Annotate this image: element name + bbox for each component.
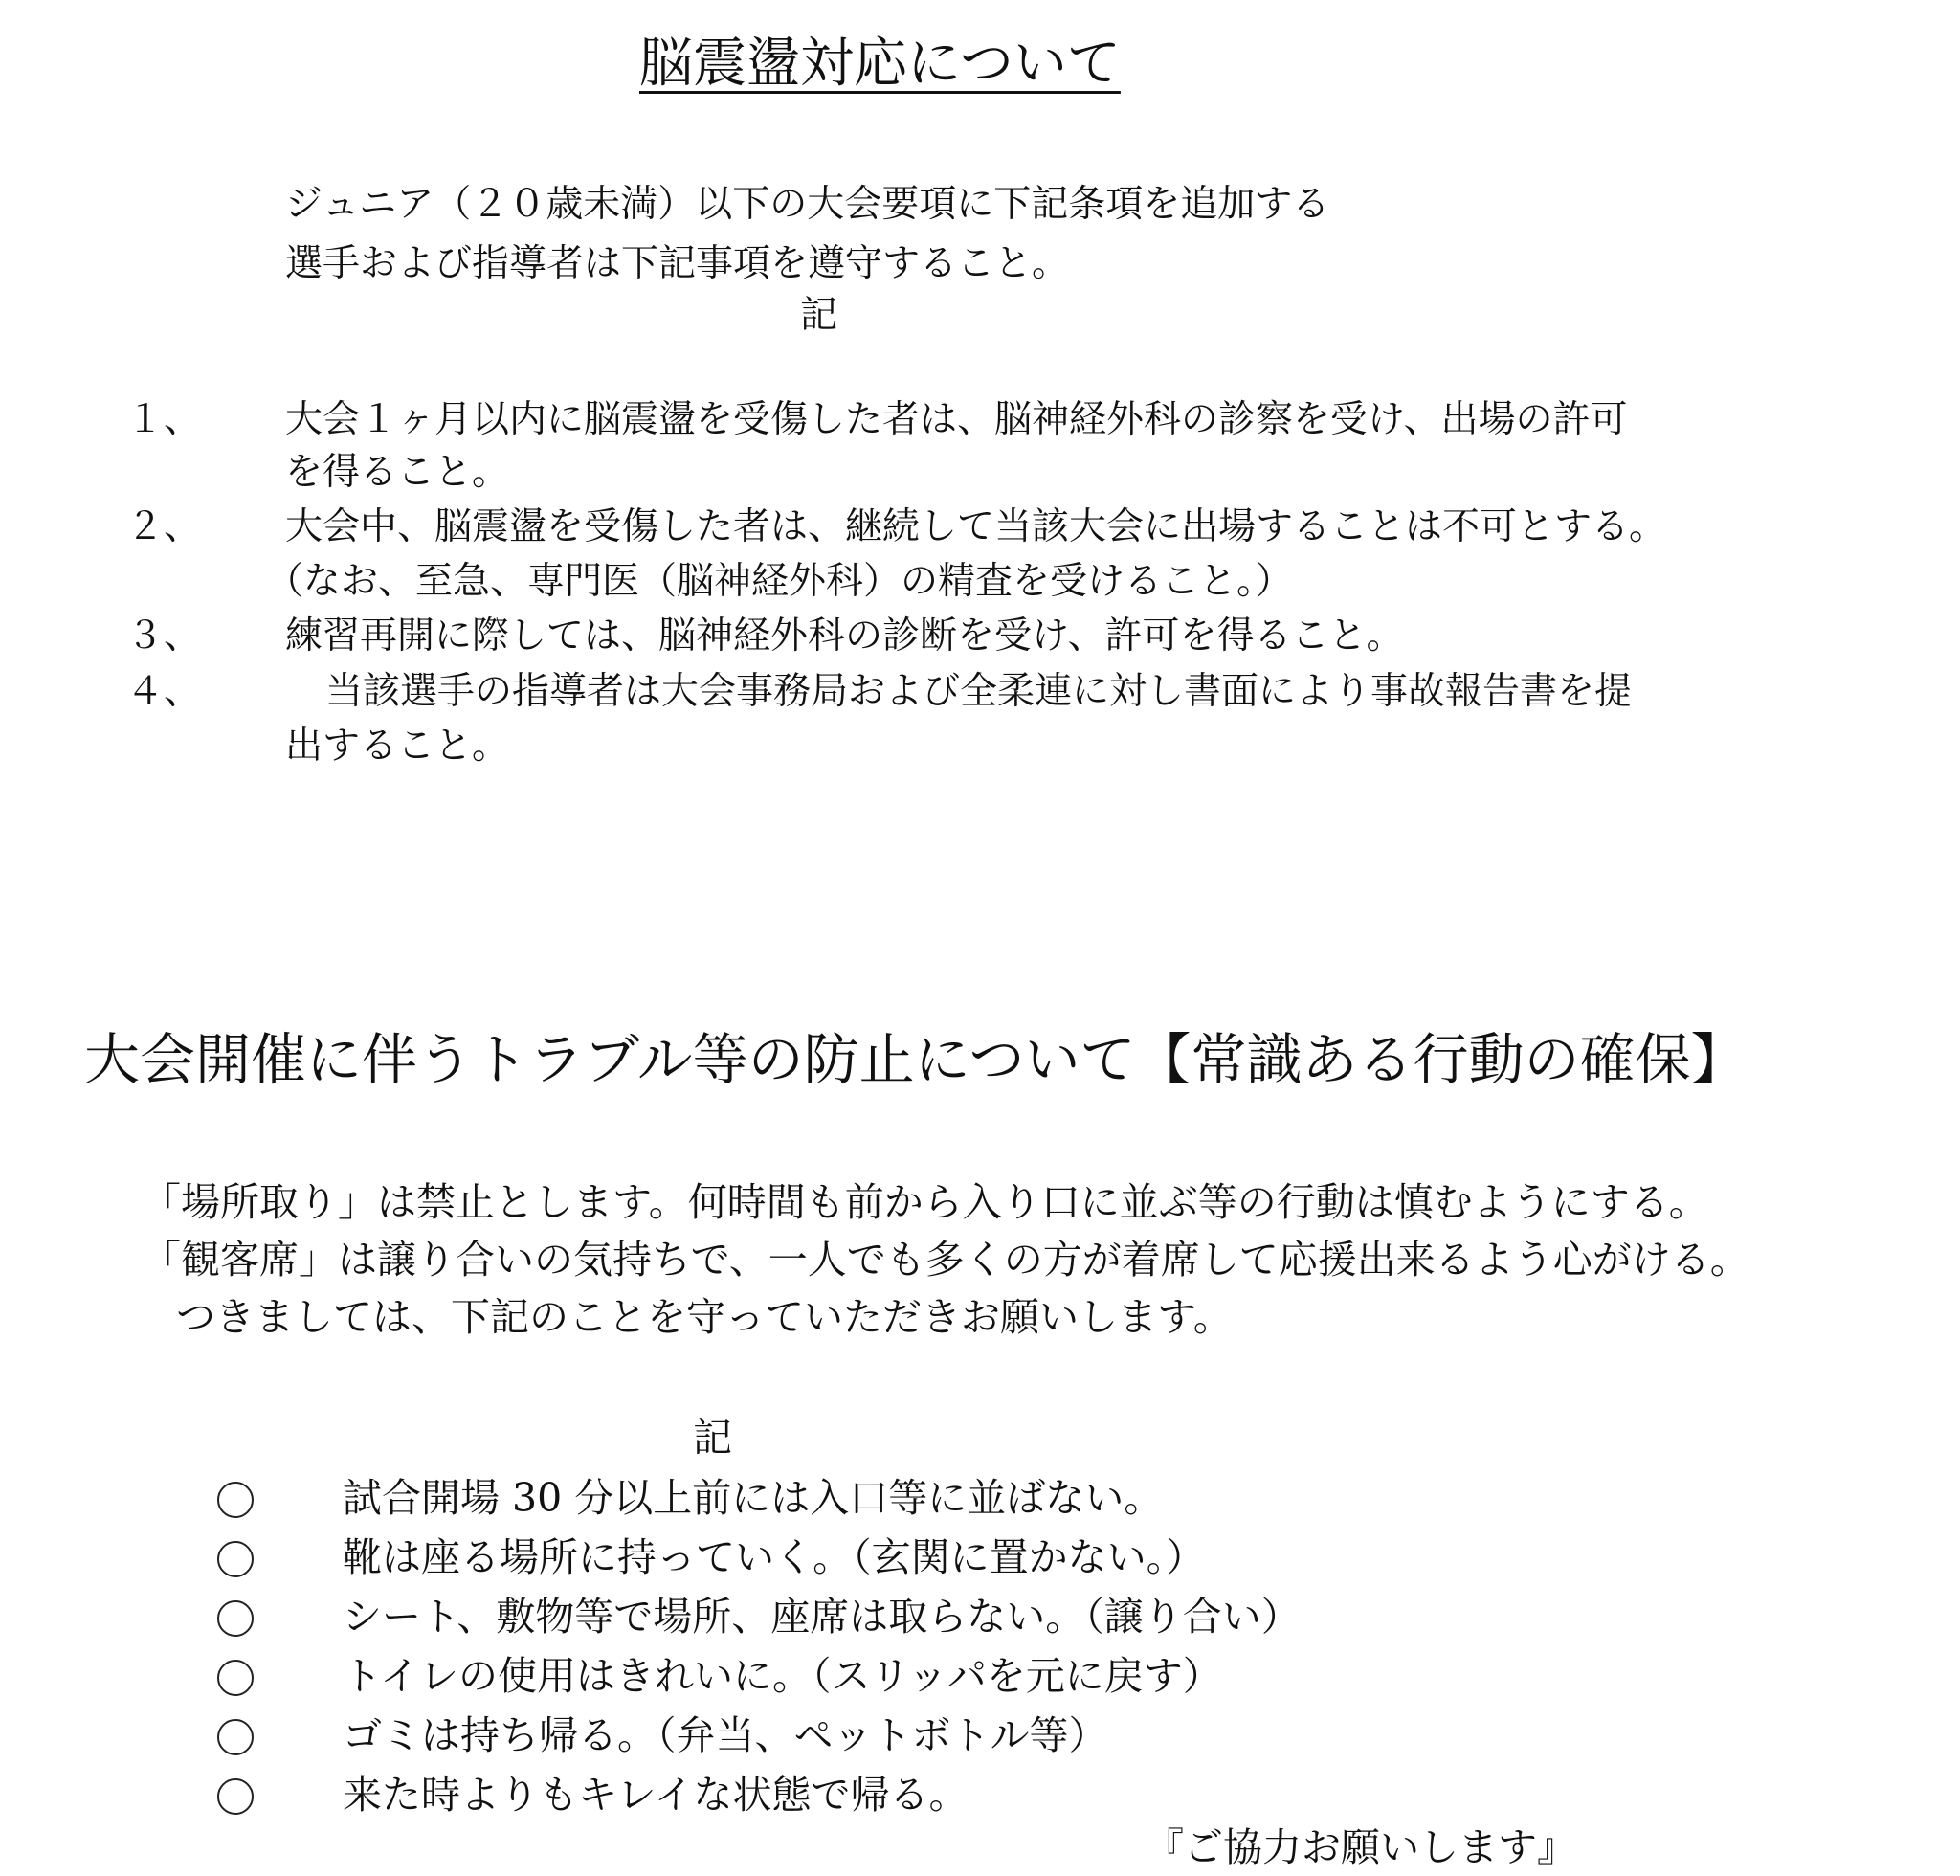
rule-item-1: 試合開場 30 分以上前には入口等に並ばない。 <box>343 1475 1164 1521</box>
concussion-title: 脳震盪対応について <box>639 33 1121 95</box>
rule-item-6: 来た時よりもキレイな状態で帰る。 <box>343 1772 969 1818</box>
intro-line-1: ジュニア（２０歳未満）以下の大会要項に下記条項を追加する <box>285 183 1330 226</box>
item-3-line-1: 練習再開に際しては、脳神経外科の診断を受け、許可を得ること。 <box>285 614 1404 658</box>
rule-item-2: 靴は座る場所に持っていく。（玄関に置かない。） <box>343 1534 1206 1580</box>
item-2-line-2: （なお、至急、専門医（脳神経外科）の精査を受けること。） <box>266 560 1293 603</box>
ki-heading-1: 記 <box>800 294 838 337</box>
paragraph-2: 「観客席」は譲り合いの気持ちで、一人でも多くの方が着席して応援出来るよう心がける。 <box>142 1237 1749 1283</box>
item-1-line-2: を得ること。 <box>285 451 510 494</box>
item-number-3: ３、 <box>126 614 202 658</box>
circle-bullet-icon <box>217 1778 254 1815</box>
paragraph-1: 「場所取り」は禁止とします。何時間も前から入り口に並ぶ等の行動は慎むようにする。 <box>142 1179 1708 1225</box>
item-number-2: ２、 <box>126 505 202 548</box>
item-1-line-1: 大会１ヶ月以内に脳震盪を受傷した者は、脳神経外科の診察を受け、出場の許可 <box>285 398 1628 441</box>
intro-line-2: 選手および指導者は下記事項を遵守すること。 <box>285 242 1070 285</box>
ki-heading-2: 記 <box>693 1415 732 1461</box>
paragraph-3: つきましては、下記のことを守っていただきお願いします。 <box>176 1294 1233 1340</box>
item-4-line-1: 当該選手の指導者は大会事務局および全柔連に対し書面により事故報告書を提 <box>325 670 1633 713</box>
closing-request: 『ご協力お願いします』 <box>1145 1824 1576 1870</box>
rule-item-5: ゴミは持ち帰る。（弁当、ペットボトル等） <box>343 1712 1108 1758</box>
circle-bullet-icon <box>217 1660 254 1696</box>
trouble-prevention-title: 大会開催に伴うトラブル等の防止について【常識ある行動の確保】 <box>84 1027 1747 1092</box>
circle-bullet-icon <box>217 1482 254 1518</box>
item-number-4: ４、 <box>126 670 202 713</box>
item-4-line-2: 出すること。 <box>285 725 510 768</box>
rule-item-3: シート、敷物等で場所、座席は取らない。（譲り合い） <box>343 1594 1301 1640</box>
circle-bullet-icon <box>217 1719 254 1755</box>
circle-bullet-icon <box>217 1600 254 1637</box>
item-2-line-1: 大会中、脳震盪を受傷した者は、継続して当該大会に出場することは不可とする。 <box>285 505 1667 548</box>
item-number-1: １、 <box>126 398 202 441</box>
rule-item-4: トイレの使用はきれいに。（スリッパを元に戻す） <box>343 1653 1222 1699</box>
circle-bullet-icon <box>217 1541 254 1577</box>
